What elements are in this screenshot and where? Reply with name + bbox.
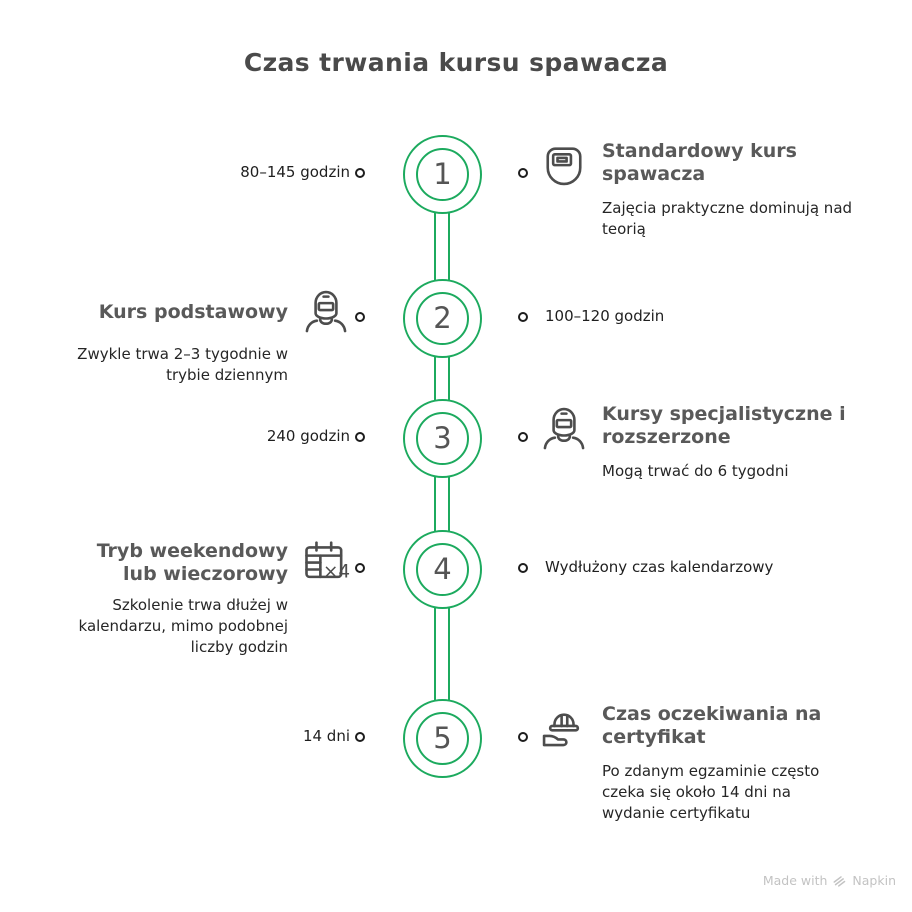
node-number: 5 (433, 721, 452, 755)
detail-head-row-2 (12, 286, 352, 338)
timeline-node-2 (403, 279, 482, 358)
made-with-label: Made with (762, 873, 828, 888)
detail-head-row-4 (12, 537, 352, 589)
node-number: 4 (433, 552, 452, 586)
duration-label-2: 100–120 godzin (545, 307, 665, 325)
bullet-dot-right-2 (518, 312, 528, 322)
napkin-logo-icon (832, 873, 847, 888)
timeline-node-4-inner-ring (416, 543, 469, 596)
node-body-1: Zajęcia praktyczne dominują nad teorią (602, 199, 853, 238)
bullet-dot-left-3 (355, 432, 365, 442)
welder-person-icon (538, 403, 590, 455)
detail-block-3 (538, 403, 884, 482)
calendar-x4-badge: ×4 (322, 561, 351, 583)
detail-block-4 (12, 537, 352, 658)
node-heading-5: Czas oczekiwania na certyfikat (602, 703, 822, 748)
hardhat-certificate-icon (538, 703, 590, 755)
welding-helmet-icon (538, 140, 590, 192)
node-body-4: Szkolenie trwa dłużej w kalendarzu, mimo podobnej liczby godzin (78, 596, 288, 656)
bullet-dot-right-4 (518, 563, 528, 573)
timeline-node-3-inner-ring (416, 412, 469, 465)
bullet-dot-left-2 (355, 312, 365, 322)
detail-block-5 (538, 703, 884, 824)
made-with-napkin-credit (763, 873, 896, 888)
bullet-dot-right-5 (518, 732, 528, 742)
timeline-node-5-inner-ring (416, 712, 469, 765)
calendar-x4-icon (300, 537, 352, 589)
duration-label-1: 80–145 godzin (240, 163, 350, 181)
timeline-node-2-inner-ring (416, 292, 469, 345)
bullet-dot-right-1 (518, 168, 528, 178)
detail-text-1 (602, 140, 854, 240)
timeline-node-5 (403, 699, 482, 778)
timeline-node-1-inner-ring (416, 148, 469, 201)
detail-block-2 (12, 286, 352, 386)
detail-text-3 (602, 403, 854, 482)
page-title: Czas trwania kursu spawacza (243, 48, 669, 77)
detail-block-1 (538, 140, 884, 240)
bullet-dot-right-3 (518, 432, 528, 442)
welder-person-icon (300, 286, 352, 338)
timeline-node-1 (403, 135, 482, 214)
detail-text-5 (602, 703, 854, 824)
bullet-dot-left-5 (355, 732, 365, 742)
node-heading-2: Kurs podstawowy (98, 300, 288, 323)
node-heading-3: Kursy specjalistyczne i rozszerzone (602, 403, 846, 448)
timeline-node-3 (403, 399, 482, 478)
node-number: 3 (433, 421, 452, 455)
napkin-brand-label: Napkin (852, 873, 896, 888)
bullet-dot-left-4 (355, 563, 365, 573)
duration-label-5: 14 dni (302, 727, 350, 745)
node-body-3: Mogą trwać do 6 tygodni (602, 462, 789, 480)
node-body-5: Po zdanym egzaminie często czeka się około 14 dni na wydanie certyfikatu (602, 762, 820, 822)
node-number: 2 (433, 301, 452, 335)
node-heading-1: Standardowy kurs spawacza (602, 140, 797, 185)
duration-label-4: Wydłużony czas kalendarzowy (545, 558, 774, 576)
duration-label-3: 240 godzin (266, 427, 350, 445)
bullet-dot-left-1 (355, 168, 365, 178)
node-heading-4: Tryb weekendowy lub wieczorowy (96, 540, 288, 585)
node-number: 1 (433, 157, 452, 191)
node-body-2: Zwykle trwa 2–3 tygodnie w trybie dziennym (77, 345, 288, 384)
timeline-node-4 (403, 530, 482, 609)
